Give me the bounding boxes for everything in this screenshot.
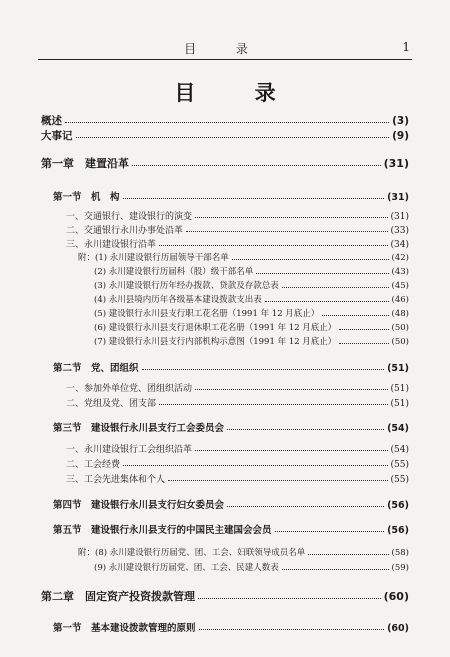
leader-dots xyxy=(76,137,390,138)
toc-entry-page: (55) xyxy=(390,460,409,470)
toc-entry-label: 概述 xyxy=(41,115,62,127)
toc-title: 目 录 xyxy=(174,81,302,105)
leader-dots xyxy=(195,389,388,390)
toc-entry[interactable] xyxy=(66,381,409,394)
toc-entry[interactable] xyxy=(53,497,409,511)
toc-entry-label: 第一节 基本建设拨款管理的原则 xyxy=(53,623,196,634)
toc-entry-label: 大事记 xyxy=(41,130,73,142)
leader-dots xyxy=(227,506,384,507)
toc-entry-label: (7) 建设银行永川县支行内部机构示意图（1991 年 12 月底止） xyxy=(94,337,337,347)
leader-dots xyxy=(123,198,385,199)
toc-entry-label: 第二章 固定资产投资拨款管理 xyxy=(41,590,195,603)
toc-entry-label: 第一章 建置沿革 xyxy=(41,157,129,170)
leader-dots xyxy=(308,554,388,555)
toc-entry-page: (50) xyxy=(391,337,409,347)
leader-dots xyxy=(339,329,388,330)
toc-entry-page: (42) xyxy=(391,253,409,263)
toc-entry-page: (48) xyxy=(391,309,409,319)
leader-dots xyxy=(159,245,388,246)
toc-entry[interactable] xyxy=(41,155,409,171)
toc-entry-label: 附：(8) 永川建设银行历届党、团、工会、妇联领导成员名单 xyxy=(78,548,306,558)
leader-dots xyxy=(195,217,388,218)
leader-dots xyxy=(142,369,385,370)
toc-entry[interactable] xyxy=(66,209,409,222)
toc-entry-page: (51) xyxy=(387,363,409,374)
toc-entry-page: (45) xyxy=(391,281,409,291)
toc-entry[interactable] xyxy=(53,420,409,434)
toc-entry-label: 二、交通银行永川办事处沿革 xyxy=(66,226,184,236)
toc-entry-page: (50) xyxy=(391,323,409,333)
leader-dots xyxy=(198,598,381,599)
leader-dots xyxy=(168,480,388,481)
toc-entry[interactable] xyxy=(66,457,409,470)
leader-dots xyxy=(256,273,388,274)
toc-entry-label: 一、参加外单位党、团组织活动 xyxy=(66,384,193,394)
leader-dots xyxy=(282,569,389,570)
toc-entry-page: (51) xyxy=(390,399,409,409)
toc-entry[interactable] xyxy=(53,522,409,536)
toc-entry[interactable] xyxy=(78,251,409,263)
leader-dots xyxy=(159,404,388,405)
leader-dots xyxy=(65,122,389,123)
toc-entry-label: (9) 永川建设银行历届党、团、工会、民建人数表 xyxy=(94,563,279,573)
toc-entry[interactable] xyxy=(66,237,409,250)
toc-entry-label: 一、永川建设银行工会组织沿革 xyxy=(66,445,193,455)
toc-entry[interactable] xyxy=(41,113,409,128)
toc-entry-label: 第三节 建设银行永川县支行工会委员会 xyxy=(53,423,225,434)
toc-entry-label: 第四节 建设银行永川县支行妇女委员会 xyxy=(53,500,225,511)
running-header xyxy=(40,40,410,58)
toc-entry[interactable] xyxy=(94,265,409,277)
toc-entry[interactable] xyxy=(94,335,409,347)
leader-dots xyxy=(227,429,384,430)
toc-entry-label: (6) 建设银行永川县支行退休职工花名册（1991 年 12 月底止） xyxy=(94,323,337,333)
toc-entry[interactable] xyxy=(53,620,409,634)
toc-entry-page: (59) xyxy=(391,563,409,573)
toc-entry-page: (33) xyxy=(390,226,409,236)
toc-entry[interactable] xyxy=(78,546,409,558)
leader-dots xyxy=(275,531,385,532)
toc-entry-page: (54) xyxy=(387,423,409,434)
toc-entry-page: (43) xyxy=(391,267,409,277)
toc-entry-page: (46) xyxy=(391,295,409,305)
toc-entry-page: (9) xyxy=(392,130,409,142)
toc-entry-label: 第一节 机 构 xyxy=(53,192,120,203)
header-rule xyxy=(38,59,412,60)
toc-entry[interactable] xyxy=(94,293,409,305)
toc-entry[interactable] xyxy=(53,189,409,203)
toc-entry-label: 二、党组及党、团支部 xyxy=(66,399,157,409)
leader-dots xyxy=(123,465,388,466)
toc-entry[interactable] xyxy=(94,307,409,319)
toc-entry[interactable] xyxy=(53,360,409,374)
page-number: 1 xyxy=(402,40,410,54)
toc-entry[interactable] xyxy=(66,396,409,409)
toc-entry[interactable] xyxy=(94,279,409,291)
toc-entry-label: 二、工会经费 xyxy=(66,460,121,470)
toc-entry-page: (3) xyxy=(392,115,409,127)
toc-entry-page: (55) xyxy=(390,475,409,485)
leader-dots xyxy=(322,315,388,316)
toc-entry-page: (34) xyxy=(390,240,409,250)
toc-entry-page: (54) xyxy=(390,445,409,455)
toc-entry-label: 第五节 建设银行永川县支行的中国民主建国会会员 xyxy=(53,525,272,536)
toc-entry[interactable] xyxy=(41,128,409,143)
toc-entry-page: (58) xyxy=(391,548,409,558)
toc-entry-label: (5) 建设银行永川县支行职工花名册（1991 年 12 月底止） xyxy=(94,309,320,319)
toc-entry-label: (3) 永川建设银行历年经办拨款、贷款及存款总表 xyxy=(94,281,279,291)
leader-dots xyxy=(265,301,389,302)
toc-entry[interactable] xyxy=(94,561,409,573)
toc-entry[interactable] xyxy=(94,321,409,333)
toc-entry[interactable] xyxy=(66,472,409,485)
toc-entry[interactable] xyxy=(66,223,409,236)
toc-entry-page: (60) xyxy=(383,590,409,603)
toc-entry-label: 第二节 党、团组织 xyxy=(53,363,139,374)
toc-entry[interactable] xyxy=(41,588,409,604)
toc-entry-label: (2) 永川建设银行历届科（股）级干部名单 xyxy=(94,267,254,277)
leader-dots xyxy=(339,343,388,344)
leader-dots xyxy=(132,165,381,166)
leader-dots xyxy=(282,287,389,288)
leader-dots xyxy=(186,231,388,232)
leader-dots xyxy=(195,450,388,451)
toc-entry-label: (4) 永川县境内历年各级基本建设拨款支出表 xyxy=(94,295,262,305)
leader-dots xyxy=(232,259,389,260)
toc-entry-page: (31) xyxy=(387,192,409,203)
toc-entry-label: 三、工会先进集体和个人 xyxy=(66,475,166,485)
toc-entry-page: (31) xyxy=(383,157,409,170)
running-header-title: 目 录 xyxy=(184,42,266,56)
toc-entry-page: (56) xyxy=(387,500,409,511)
leader-dots xyxy=(199,629,385,630)
toc-entry-page: (60) xyxy=(387,623,409,634)
toc-entry-label: 一、交通银行、建设银行的演变 xyxy=(66,212,193,222)
toc-entry-label: 三、永川建设银行沿革 xyxy=(66,240,157,250)
toc-entry-label: 附：(1) 永川建设银行历届领导干部名单 xyxy=(78,253,229,263)
toc-entry-page: (56) xyxy=(387,525,409,536)
toc-entry-page: (31) xyxy=(390,212,409,222)
toc-entry[interactable] xyxy=(66,442,409,455)
toc-entry-page: (51) xyxy=(390,384,409,394)
